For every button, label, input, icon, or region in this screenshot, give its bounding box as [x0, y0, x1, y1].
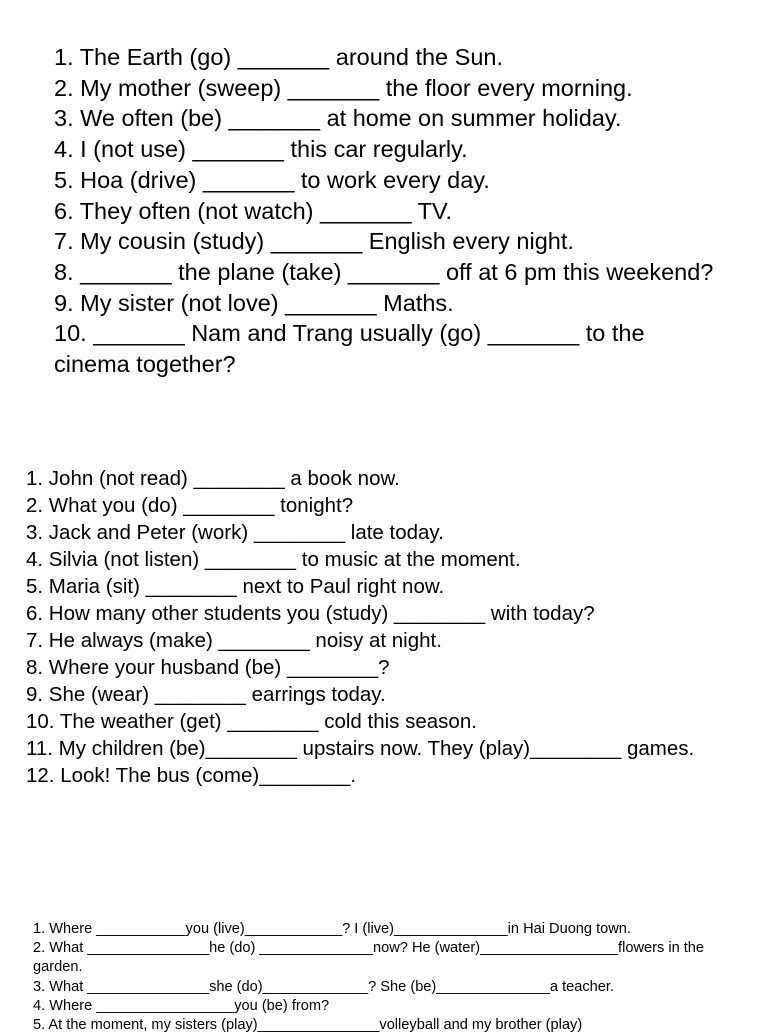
exercise-3-item: 4. Where _________________you (be) from?: [33, 997, 330, 1014]
exercise-1-item: 9. My sister (not love) _______ Maths.: [54, 289, 454, 316]
exercise-1-item: 8. _______ the plane (take) _______ off at 6 pm this weekend?: [54, 258, 714, 285]
exercise-2-item: 9. She (wear) ________ earrings today.: [26, 683, 386, 706]
exercise-1-item: 2. My mother (sweep) _______ the floor every morning.: [54, 74, 633, 101]
exercise-1-item: 7. My cousin (study) _______ English every night.: [54, 228, 574, 255]
exercise-2-item: 7. He always (make) ________ noisy at night.: [26, 629, 442, 652]
exercise-2-item: 1. John (not read) ________ a book now.: [26, 467, 400, 490]
exercise-1-item: 6. They often (not watch) _______ TV.: [54, 197, 453, 224]
exercise-2-item: 3. Jack and Peter (work) ________ late today.: [26, 521, 444, 544]
exercise-2-list: [26, 465, 706, 789]
exercise-2-item: 5. Maria (sit) ________ next to Paul right now.: [26, 575, 445, 598]
exercise-1-list: [54, 42, 714, 380]
exercise-2-item: 2. What you (do) ________ tonight?: [26, 494, 354, 517]
exercise-2-item: 12. Look! The bus (come)________.: [26, 764, 357, 787]
exercise-2-item: 6. How many other students you (study) ________ with today?: [26, 602, 595, 625]
exercise-3-item: 2. What _______________he (do) ______________now? He (water)_________________flowers in the garden.: [33, 940, 705, 976]
exercise-1-item: 3. We often (be) _______ at home on summer holiday.: [54, 105, 622, 132]
exercise-3-item: 5. At the moment, my sisters (play)_______________volleyball and my brother (play): [33, 1017, 583, 1034]
exercise-2-item: 11. My children (be)________ upstairs now. They (play)________ games.: [26, 737, 695, 760]
exercise-2-item: 8. Where your husband (be) ________?: [26, 656, 390, 679]
exercise-1-item: 5. Hoa (drive) _______ to work every day.: [54, 166, 490, 193]
exercise-2-item: 4. Silvia (not listen) ________ to music at the moment.: [26, 548, 521, 571]
exercise-1-item: 4. I (not use) _______ this car regularly.: [54, 136, 468, 163]
exercise-3-list: [33, 920, 745, 1035]
exercise-3-item: 1. Where ___________you (live)____________? I (live)______________in Hai Duong town.: [33, 921, 631, 937]
exercise-1-item: 10. _______ Nam and Trang usually (go) _______ to the cinema together?: [54, 320, 645, 378]
exercise-3-item: 3. What _______________she (do)_____________? She (be)______________a teacher.: [33, 978, 615, 995]
exercise-2-item: 10. The weather (get) ________ cold this season.: [26, 710, 477, 733]
exercise-1-item: 1. The Earth (go) _______ around the Sun.: [54, 44, 504, 70]
